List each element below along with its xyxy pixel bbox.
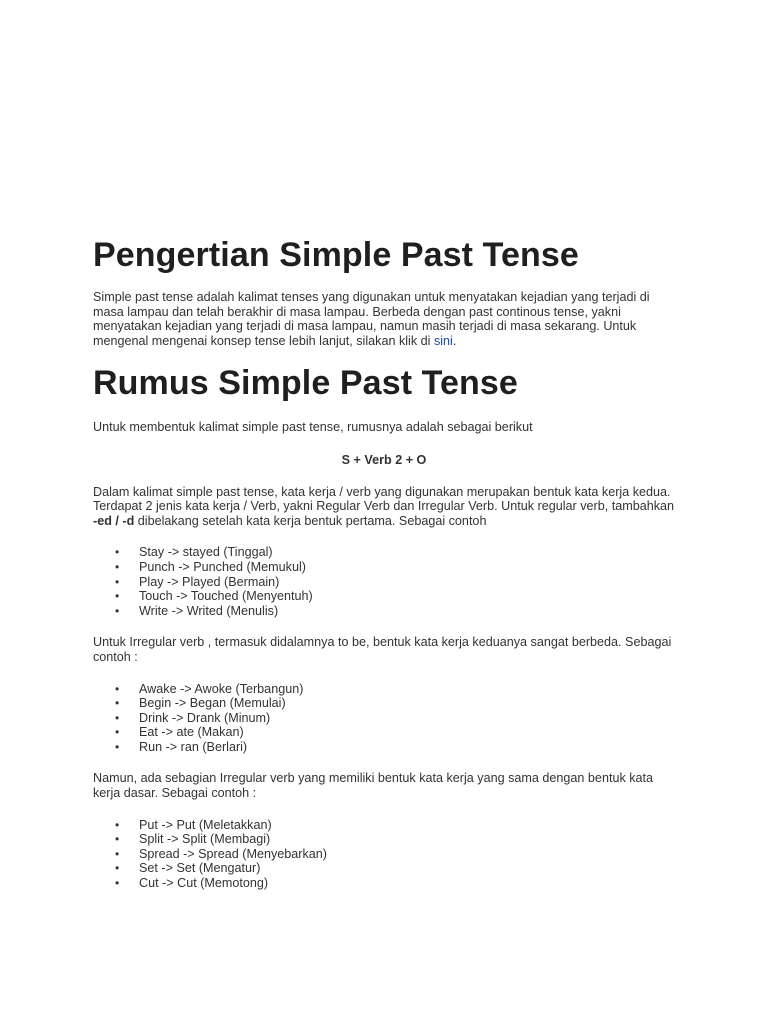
paragraph-same-form-verb: Namun, ada sebagian Irregular verb yang memiliki bentuk kata kerja yang sama dengan bentuk kata kerja dasar. Sebagai contoh : <box>93 771 654 801</box>
list-item: • Awake -> Awoke (Terbangun) <box>93 682 675 697</box>
article-content <box>93 234 675 891</box>
paragraph-regular-verb <box>93 485 675 529</box>
list-item: • Drink -> Drank (Minum) <box>93 711 675 726</box>
paragraph-irregular-verb: Untuk Irregular verb , termasuk didalamnya to be, bentuk kata kerja keduanya sangat berbeda. Sebagai contoh : <box>93 635 672 664</box>
heading-pengertian: Pengertian Simple Past Tense <box>93 236 579 274</box>
regular-verb-list <box>93 545 675 618</box>
list-item: • Put -> Put (Meletakkan) <box>93 818 675 833</box>
list-item: • Set -> Set (Mengatur) <box>93 861 675 876</box>
list-item: • Run -> ran (Berlari) <box>93 740 675 755</box>
list-item: • Punch -> Punched (Memukul) <box>93 560 675 575</box>
suffix-ed-d: -ed / -d <box>93 513 135 528</box>
formula: S + Verb 2 + O <box>341 452 427 467</box>
list-item: • Touch -> Touched (Menyentuh) <box>93 589 675 604</box>
paragraph-definition <box>93 290 675 348</box>
list-item: • Play -> Played (Bermain) <box>93 575 675 590</box>
list-item: • Eat -> ate (Makan) <box>93 725 675 740</box>
list-item: • Stay -> stayed (Tinggal) <box>93 545 675 560</box>
list-item: • Split -> Split (Membagi) <box>93 832 675 847</box>
same-form-verb-list <box>93 818 675 891</box>
paragraph-regular-verb-end: dibelakang setelah kata kerja bentuk pertama. Sebagai contoh <box>134 513 487 528</box>
paragraph-formula-intro: Untuk membentuk kalimat simple past tense, rumusnya adalah sebagai berikut <box>93 420 533 435</box>
paragraph-definition-text: Simple past tense adalah kalimat tenses yang digunakan untuk menyatakan kejadian yang terjadi di masa lampau dan telah berakhir di masa lampau. Berbeda dengan past continous tense, yakni menyatakan kejadian yang terjadi di masa lampau, namun masih terjadi di masa sekarang. Untuk mengenal mengenai konsep tense lebih lanjut, silakan klik di <box>93 290 650 348</box>
heading-rumus: Rumus Simple Past Tense <box>93 364 518 403</box>
list-item: • Begin -> Began (Memulai) <box>93 696 675 711</box>
irregular-verb-list <box>93 682 675 755</box>
paragraph-regular-verb-text: Dalam kalimat simple past tense, kata kerja / verb yang digunakan merupakan bentuk kata kerja kedua. Terdapat 2 jenis kata kerja / Verb, yakni Regular Verb dan Irregular Verb. Untuk regular verb, tambahkan <box>93 484 675 514</box>
paragraph-definition-end: . <box>452 333 457 348</box>
list-item: • Write -> Writed (Menulis) <box>93 604 675 619</box>
link-sini[interactable]: sini <box>433 333 453 348</box>
list-item: • Cut -> Cut (Memotong) <box>93 876 675 891</box>
list-item: • Spread -> Spread (Menyebarkan) <box>93 847 675 862</box>
